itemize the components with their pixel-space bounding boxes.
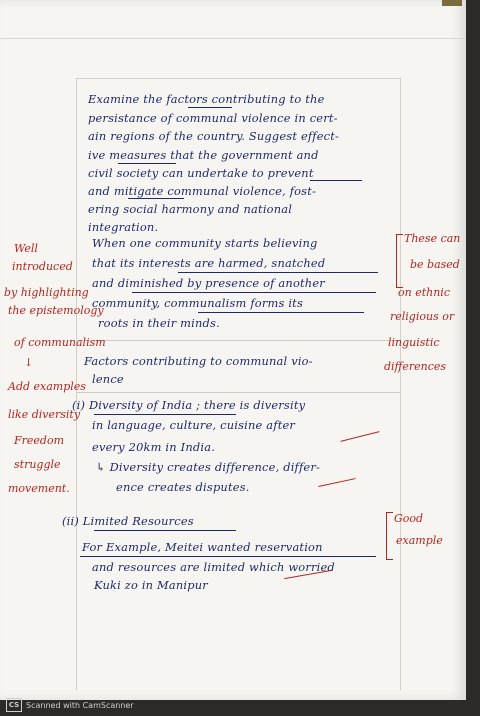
comment-bracket (396, 234, 403, 288)
fold-line (0, 38, 466, 39)
check-mark-icon (318, 478, 355, 487)
scanned-page: Examine the factors contributing to the persistance of communal violence in cert- ain regions of the country. Suggest effect- ive measures that the government and civil society can undertake to prevent and mitigate communal violence, fost- ering social harmony and national integration. When one community starts believing that its interests are harmed, snatched and diminished by presence of another community, communalism forms its roots in their minds. Factors contributing to communal vio- lence (i) Diversity of India ; there is diversity in language, culture, cuisine after every 20km in India. ↳ Diversity creates difference, differ- ence creates disputes. (ii) Limited Resources For Example, Meitei wanted reservation and resources are limited which worried Kuki zo in Manipur Well introduced by highlighting the epistemology of communalism ↓ Add examples like diversity Freedom struggle movement. These can be based on ethnic religious or linguistic differences Good example (0, 0, 466, 700)
arrow-down-icon: ↓ (24, 356, 34, 369)
comment-bracket (386, 512, 393, 560)
check-mark-icon (340, 431, 379, 442)
section-divider (76, 340, 400, 341)
right-margin-line (400, 78, 401, 690)
scanner-watermark (6, 698, 134, 712)
underline (128, 198, 184, 199)
underline (118, 163, 176, 164)
underline (94, 530, 236, 531)
underline (188, 107, 232, 108)
underline (94, 414, 236, 415)
underline (310, 180, 362, 181)
watermark-text: Scanned with CamScanner (26, 700, 134, 710)
answer-box-border (76, 78, 400, 79)
corner-mark (442, 0, 462, 6)
camscanner-logo: CS (6, 698, 22, 712)
underline (198, 312, 364, 313)
underline (178, 272, 378, 273)
underline (80, 556, 376, 557)
underline (132, 292, 376, 293)
section-divider (76, 392, 400, 393)
